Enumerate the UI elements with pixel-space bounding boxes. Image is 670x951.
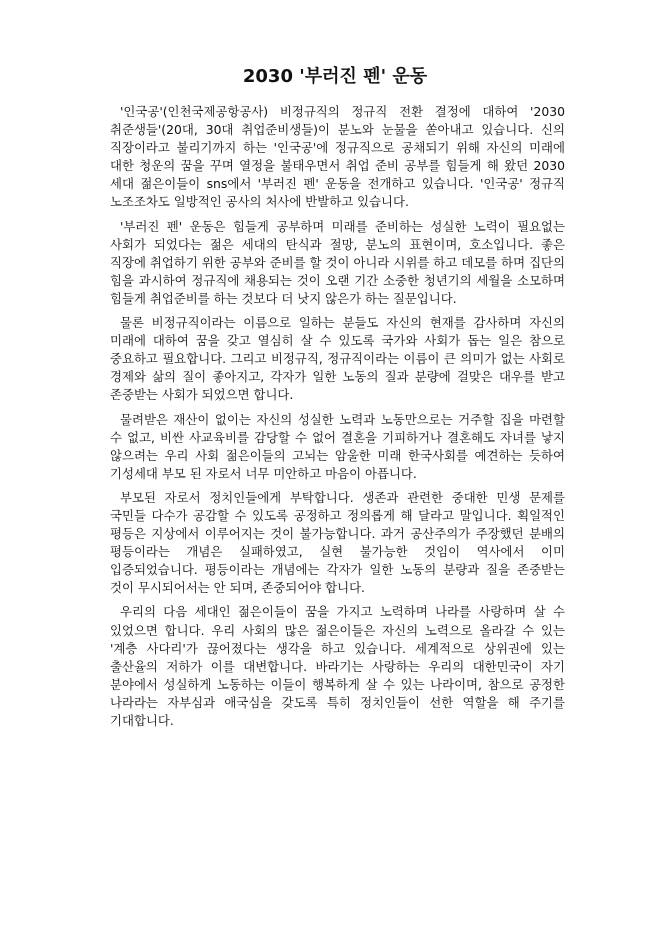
paragraph-6: 우리의 다음 세대인 젊은이들이 꿈을 가지고 노력하며 나라를 사랑하며 살 수 있었으면 합니다. 우리 사회의 많은 젊은이들은 자신의 노력으로 올라갈 수 있는 '계층 사다리'가 끊어졌다는 생각을 하고 있습니다. 세계적으로 상위권에 있는 출산율의 저하가 이를 대변합니다. 바라기는 사랑하는 우리의 대한민국이 자기 분야에서 성실하게 노동하는 이들이 행복하게 살 수 있는 나라이며, 참으로 공정한 나라라는 자부심과 애국심을 갖도록 특히 정치인들이 선한 역할을 해 주기를 기대합니다.: [110, 604, 565, 728]
paragraph-2: '부러진 펜' 운동은 힘들게 공부하며 미래를 준비하는 성실한 노력이 필요없는 사회가 되었다는 젊은 세대의 탄식과 절망, 분노의 표현이며, 호소입니다. 좋은 직장에 취업하기 위한 공부와 준비를 할 것이 아니라 시위를 하고 데모를 하며 집단의 힘을 과시하여 정규직에 채용되는 것이 오랜 기간 소중한 청년기의 세월을 소모하며 힘들게 취업준비를 하는 것보다 더 낫지 않은가 하는 질문입니다.: [110, 218, 565, 306]
paragraph-3: 물론 비정규직이라는 이름으로 일하는 분들도 자신의 현재를 감사하며 자신의 미래에 대하여 꿈을 갖고 열심히 살 수 있도록 국가와 사회가 돕는 일은 참으로 중요하고 필요합니다. 그리고 비정규직, 정규직이라는 이름이 큰 의미가 없는 사회로 경제와 삶의 질이 좋아지고, 각자가 일한 노동의 질과 분량에 걸맞은 대우를 받고 존중받는 사회가 되었으면 합니다.: [110, 315, 565, 403]
paragraph-4: 물려받은 재산이 없이는 자신의 성실한 노력과 노동만으로는 거주할 집을 마련할 수 없고, 비싼 사교육비를 감당할 수 없어 결혼을 기피하거나 결혼해도 자녀를 낳지 않으려는 우리 사회 젊은이들의 고뇌는 암울한 미래 한국사회를 예견하는 듯하여 기성세대 부모 된 자로서 너무 미안하고 마음이 아픕니다.: [110, 411, 565, 481]
document-title: 2030 '부러진 펜' 운동: [242, 66, 428, 87]
paragraph-1: '인국공'(인천국제공항공사) 비정규직의 정규직 전환 결정에 대하여 '2030 취준생들'(20대, 30대 취업준비생들)이 분노와 눈물을 쏟아내고 있습니다. 신의 직장이라고 불리기까지 하는 '인국공'에 정규직으로 공채되기 위해 자신의 미래에 대한 청운의 꿈을 꾸며 열정을 불태우면서 취업 준비 공부를 힘들게 해 왔던 2030 세대 젊은이들이 sns에서 '부러진 펜' 운동을 전개하고 있습니다. '인국공' 정규직 노조조차도 일방적인 공사의 처사에 반발하고 있습니다.: [110, 104, 565, 210]
paragraph-5: 부모된 자로서 정치인들에게 부탁합니다. 생존과 관련한 중대한 민생 문제를 국민들 다수가 공감할 수 있도록 공정하고 정의롭게 해 달라고 말입니다. 획일적인 평등은 지상에서 이루어지는 것이 불가능합니다. 과거 공산주의가 주장했던 분배의 평등이라는 개념은 실패하였고, 실현 불가능한 것임이 역사에서 이미 입증되었습니다. 평등이라는 개념에는 각자가 일한 노동의 분량과 질을 존중받는 것이 무시되어서는 안 되며, 존중되어야 합니다.: [110, 489, 565, 596]
document-body: [110, 103, 565, 736]
